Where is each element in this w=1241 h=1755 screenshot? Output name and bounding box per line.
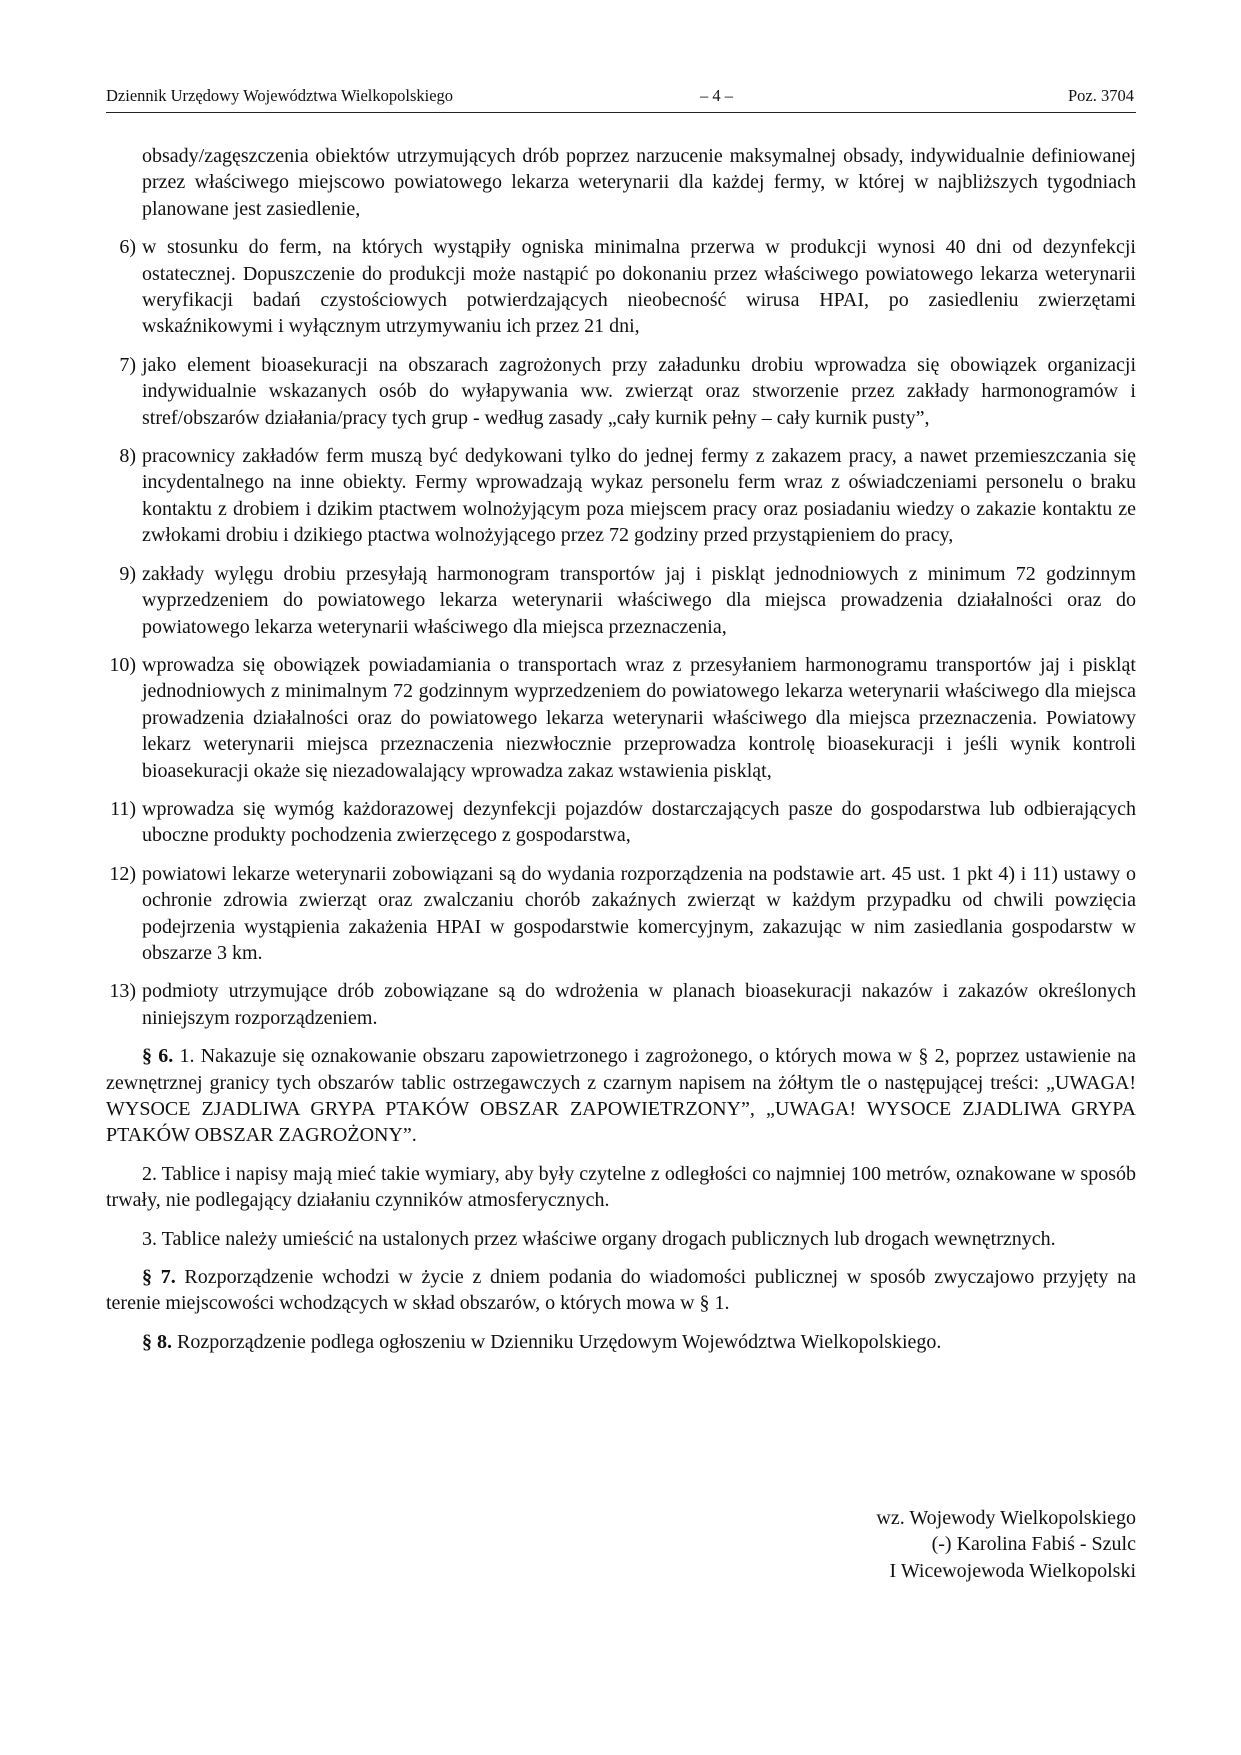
list-item-text: podmioty utrzymujące drób zobowiązane są do wdrożenia w planach bioasekuracji nakazów i zakazów określonych niniejszym rozporządzeniem. (142, 980, 1136, 1029)
position-number: Poz. 3704 (1068, 86, 1134, 105)
section-7-label: § 7. (142, 1266, 176, 1289)
section-8-paragraph (106, 1329, 1136, 1355)
list-item-number: 9) (119, 562, 136, 585)
list-item (106, 861, 1136, 967)
continuation-text: obsady/zagęszczenia obiektów utrzymujących drób poprzez narzucenie maksymalnej obsady, indywidualnie definiowanej przez właściwego miejscowo powiatowego lekarza weterynarii dla każdej fermy, w której w najbliższych tygodniach planowane jest zasiedlenie, (142, 145, 1136, 220)
list-item (106, 652, 1136, 784)
section-6-point-3-text: 3. Tablice należy umieścić na ustalonych przez właściwe organy drogach publicznych lub drogach wewnętrznych. (142, 1227, 1056, 1250)
section-6-point-2 (106, 1161, 1136, 1214)
page-number: – 4 – (700, 86, 733, 105)
list-item-text: w stosunku do ferm, na których wystąpiły ogniska minimalna przerwa w produkcji wynosi 40 dni od dezynfekcji ostatecznej. Dopuszczenie do produkcji może nastąpić po dokonaniu przez właściwego powiatowego lekarza weterynarii weryfikacji badań czystościowych potwierdzających nieobecność wirusa HPAI, po zasiedleniu zwierzętami wskaźnikowymi i wyłącznym utrzymywaniu ich przez 21 dni, (142, 236, 1136, 338)
signature-line-3: I Wicewojewoda Wielkopolski (889, 1559, 1136, 1582)
section-6-paragraph (106, 1043, 1136, 1149)
list-item-text: wprowadza się obowiązek powiadamiania o transportach wraz z przesyłaniem harmonogramu transportów jaj i piskląt jednodniowych z minimalnym 72 godzinnym wyprzedzeniem do powiatowego lekarza weterynarii właściwego dla miejsca prowadzenia działalności oraz do powiatowego lekarza weterynarii właściwego dla miejsca przeznaczenia. Powiatowy lekarz weterynarii miejsca przeznaczenia niezwłocznie przeprowadza kontrolę bioasekuracji i jeśli wynik kontroli bioasekuracji okaże się niezadowalający wprowadza zakaz wstawienia piskląt, (142, 653, 1136, 782)
section-6-label: § 6. (142, 1045, 174, 1068)
signature-line-1: wz. Wojewody Wielkopolskiego (876, 1507, 1136, 1529)
list-item-number: 6) (119, 236, 136, 259)
section-6-point-2-text: 2. Tablice i napisy mają mieć takie wymiary, aby były czytelne z odległości co najmniej 100 metrów, oznakowane w sposób trwały, nie podlegający działaniu czynników atmosferycznych. (106, 1162, 1136, 1212)
page-header (106, 84, 1136, 113)
signature-block (876, 1505, 1136, 1584)
journal-title: Dziennik Urzędowy Województwa Wielkopolskiego (106, 86, 454, 105)
list-item-number: 12) (109, 862, 136, 885)
section-7-text: Rozporządzenie wchodzi w życie z dniem podania do wiadomości publicznej w sposób zwyczajowo przyjęty na terenie miejscowości wchodzących w skład obszarów, o których mowa w § 1. (106, 1266, 1137, 1315)
list-item (106, 796, 1136, 849)
signature-line-2: (-) Karolina Fabiś - Szulc (931, 1533, 1136, 1556)
section-6-text: 1. Nakazuje się oznakowanie obszaru zapowietrzonego i zagrożonego, o których mowa w § 2, poprzez ustawienie na zewnętrznej granicy tych obszarów tablic ostrzegawczych z czarnym napisem na żółtym tle o następującej treści: „UWAGA! WYSOCE ZJADLIWA GRYPA PTAKÓW OBSZAR ZAPOWIETRZONY”, „UWAGA! WYSOCE ZJADLIWA GRYPA PTAKÓW OBSZAR ZAGROŻONY”. (106, 1045, 1136, 1147)
list-item-text: pracownicy zakładów ferm muszą być dedykowani tylko do jednej fermy z zakazem pracy, a nawet przemieszczania się incydentalnego na inne obiekty. Fermy wprowadzają wykaz personelu ferm wraz z oświadczeniami personelu o braku kontaktu z drobiem i dzikim ptactwem wolnożyjącym poza miejscem pracy oraz posiadaniu wiedzy o zakazie kontaktu ze zwłokami drobiu i dzikiego ptactwa wolnożyjącego przez 72 godziny przed przystąpieniem do pracy, (142, 445, 1136, 547)
list-item-number: 13) (109, 980, 136, 1003)
list-item (106, 352, 1136, 431)
section-8-label: § 8. (142, 1330, 172, 1353)
list-item-number: 11) (110, 797, 136, 820)
section-7-paragraph (106, 1264, 1136, 1317)
list-item-number: 7) (119, 353, 136, 376)
list-item (106, 561, 1136, 640)
list-item (106, 443, 1136, 549)
list-item (106, 978, 1136, 1031)
document-body (106, 143, 1136, 1367)
list-item-text: wprowadza się wymóg każdorazowej dezynfekcji pojazdów dostarczających pasze do gospodarstwa lub odbierających uboczne produkty pochodzenia zwierzęcego z gospodarstwa, (142, 797, 1136, 847)
section-8-text: Rozporządzenie podlega ogłoszeniu w Dzienniku Urzędowym Województwa Wielkopolskiego. (172, 1330, 942, 1353)
list-item-text: jako element bioasekuracji na obszarach zagrożonych przy załadunku drobiu wprowadza się obowiązek organizacji indywidualnie wskazanych osób do wyłapywania ww. zwierząt oraz stworzenie przez zakłady harmonogramów i stref/obszarów działania/pracy tych grup - według zasady „cały kurnik pełny – cały kurnik pusty”, (142, 353, 1136, 429)
list-item-number: 10) (109, 653, 136, 676)
list-item-text: powiatowi lekarze weterynarii zobowiązani są do wydania rozporządzenia na podstawie art. 45 ust. 1 pkt 4) i 11) ustawy o ochronie zdrowia zwierząt oraz zwalczaniu chorób zakaźnych zwierząt w każdym przypadku od chwili powzięcia podejrzenia wystąpienia zakażenia HPAI w gospodarstwie komercyjnym, zakazując w nim zasiedlania gospodarstw w obszarze 3 km. (142, 862, 1136, 964)
list-item (106, 234, 1136, 340)
section-6-point-3 (106, 1226, 1136, 1252)
list-item-number: 8) (119, 445, 136, 468)
list-item-text: zakłady wylęgu drobiu przesyłają harmonogram transportów jaj i piskląt jednodniowych z minimum 72 godzinnym wyprzedzeniem do powiatowego lekarza weterynarii właściwego dla miejsca prowadzenia działalności oraz do powiatowego lekarza weterynarii właściwego dla miejsca przeznaczenia, (142, 562, 1136, 638)
